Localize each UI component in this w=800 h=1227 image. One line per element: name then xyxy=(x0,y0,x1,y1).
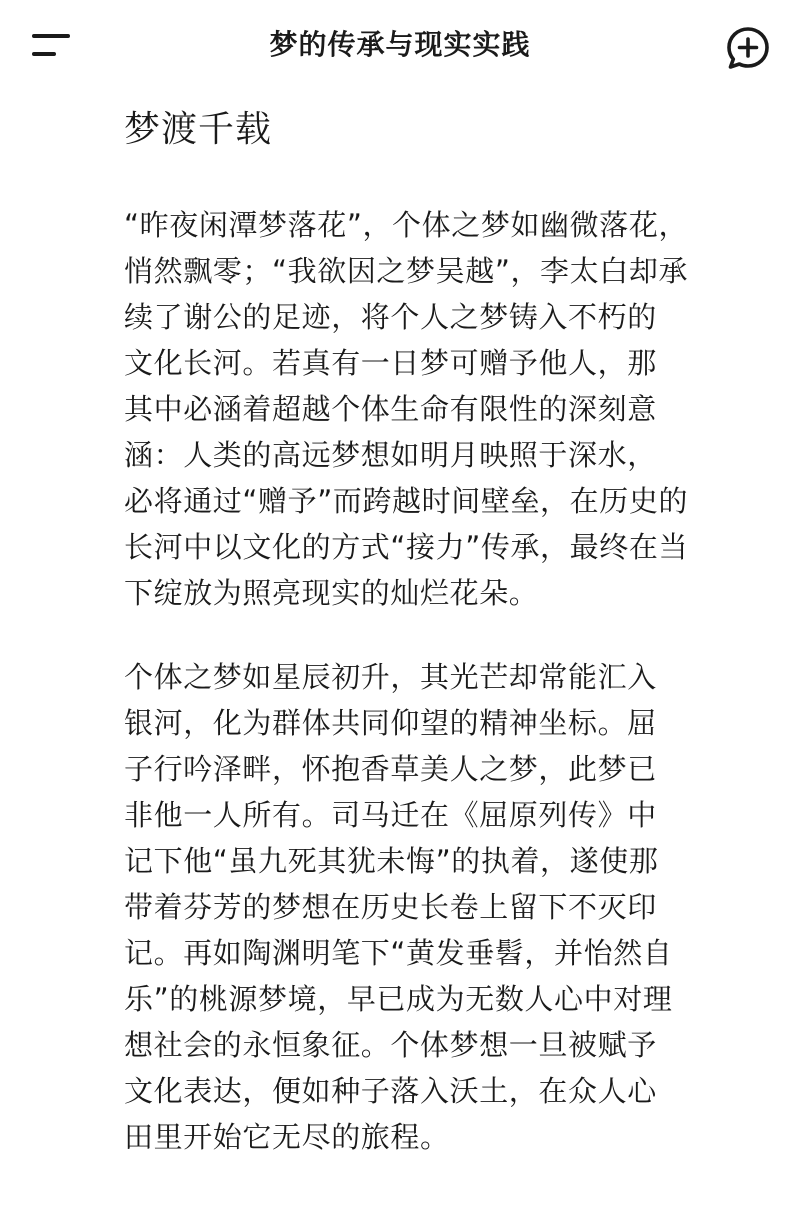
paragraph-1 xyxy=(124,202,788,616)
paragraph-line: 想社会的永恒象征。个体梦想一旦被赋予 xyxy=(124,1028,657,1062)
paragraph-line: 子行吟泽畔，怀抱香草美人之梦，此梦已 xyxy=(124,752,657,786)
paragraph-line: 带着芬芳的梦想在历史长卷上留下不灭印 xyxy=(124,890,657,924)
menu-button[interactable] xyxy=(22,24,78,68)
paragraph-line: 记下他“虽九死其犹未悔”的执着，遂使那 xyxy=(124,844,659,878)
paragraph-line: 悄然飘零；“我欲因之梦吴越”，李太白却承 xyxy=(124,254,689,288)
paragraph-line: 银河，化为群体共同仰望的精神坐标。屈 xyxy=(124,706,657,740)
article-content xyxy=(124,100,788,1160)
section-heading: 梦渡千载 xyxy=(124,109,273,150)
paragraph-line: 下绽放为照亮现实的灿烂花朵。 xyxy=(124,576,539,610)
new-chat-button[interactable] xyxy=(722,22,774,74)
paragraph-line: 非他一人所有。司马迁在《屈原列传》中 xyxy=(124,798,657,832)
page-title: 梦的传承与现实实践 xyxy=(269,28,531,61)
paragraph-line: 田里开始它无尽的旅程。 xyxy=(124,1120,450,1154)
paragraph-line: 记。再如陶渊明笔下“黄发垂髫，并怡然自 xyxy=(124,936,673,970)
paragraph-line: 必将通过“赠予”而跨越时间壁垒，在历史的 xyxy=(124,484,689,518)
chat-bubble-plus-icon xyxy=(722,22,774,74)
menu-icon-bar-short xyxy=(32,52,56,56)
paragraph-line: 长河中以文化的方式“接力”传承，最终在当 xyxy=(124,530,689,564)
paragraph-line: 文化表达，便如种子落入沃土，在众人心 xyxy=(124,1074,657,1108)
top-bar xyxy=(0,0,800,88)
paragraph-line: 乐”的桃源梦境，早已成为无数人心中对理 xyxy=(124,982,673,1016)
paragraph-line: 其中必涵着超越个体生命有限性的深刻意 xyxy=(124,392,657,426)
menu-icon xyxy=(32,34,70,38)
paragraph-line: 文化长河。若真有一日梦可赠予他人，那 xyxy=(124,346,657,380)
paragraph-line: 续了谢公的足迹，将个人之梦铸入不朽的 xyxy=(124,300,657,334)
paragraph-line: 涵：人类的高远梦想如明月映照于深水， xyxy=(124,438,657,472)
paragraph-line: 个体之梦如星辰初升，其光芒却常能汇入 xyxy=(124,660,657,694)
paragraph-2 xyxy=(124,654,788,1160)
paragraph-line: “昨夜闲潭梦落花”，个体之梦如幽微落花， xyxy=(124,208,689,242)
